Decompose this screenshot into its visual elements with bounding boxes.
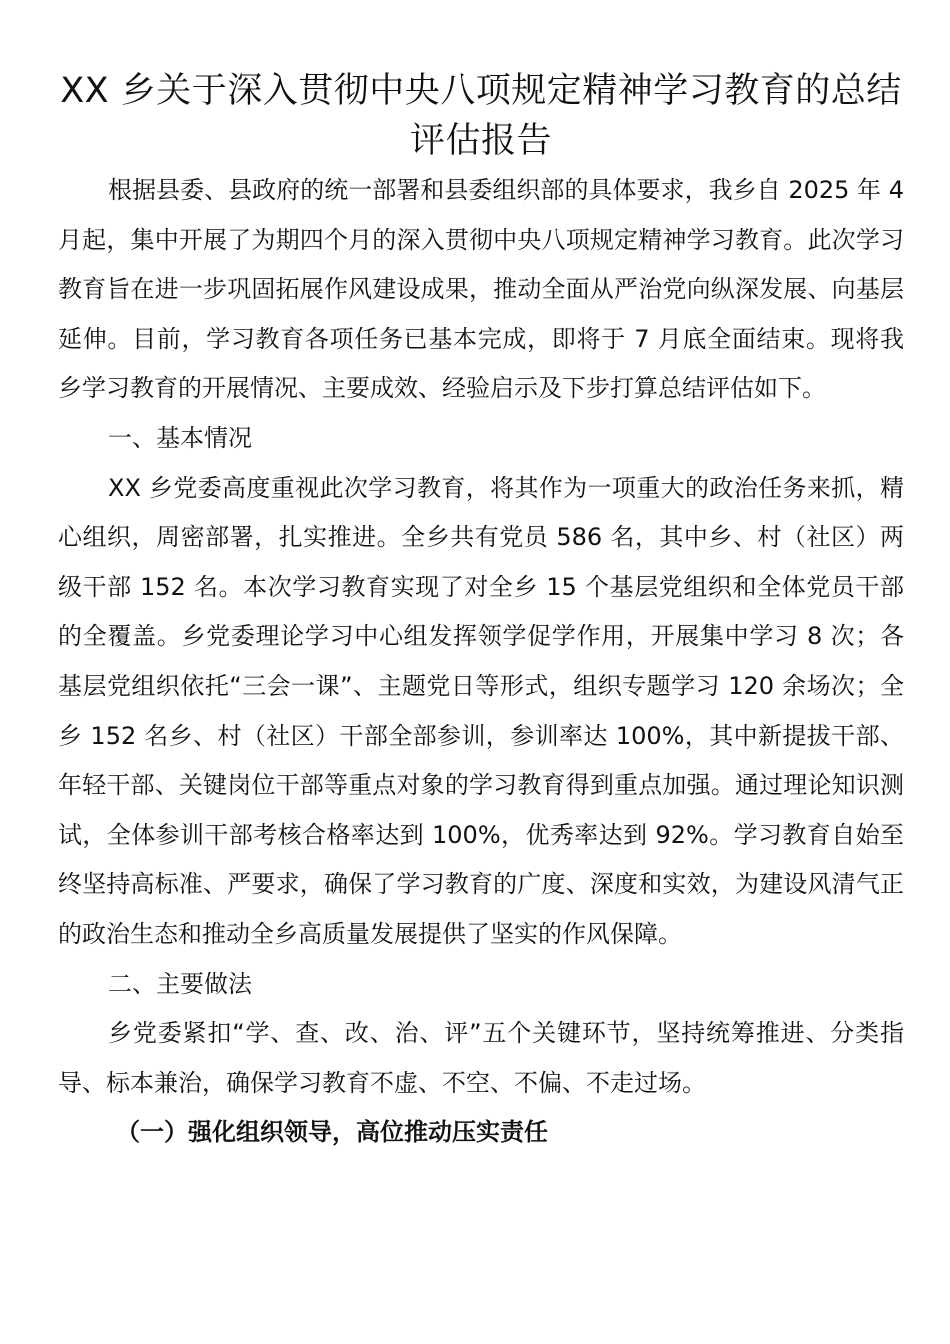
section-main-practices-body: 乡党委紧扣“学、查、改、治、评”五个关键环节，坚持统筹推进、分类指导、标本兼治，确保学习教育不虚、不空、不偏、不走过场。 [58, 1019, 904, 1097]
section-basic-situation-body: XX 乡党委高度重视此次学习教育，将其作为一项重大的政治任务来抓，精心组织，周密部署，扎实推进。全乡共有党员 586 名，其中乡、村（社区）两级干部 152 名。本次学习教育实现了对全乡 15 个基层党组织和全体党员干部的全覆盖。乡党委理论学习中心组发挥领学促学作用，开展集中学习 8 次；各基层党组织依托“三会一课”、主题党日等形式，组织专题学习 120 余场次；全乡 152 名乡、村（社区）干部全部参训，参训率达 100%，其中新提拔干部、年轻干部、关键岗位干部等重点对象的学习教育得到重点加强。通过理论知识测试，全体参训干部考核合格率达到 100%，优秀率达到 92%。学习教育自始至终坚持高标准、严要求，确保了学习教育的广度、深度和实效，为建设风清气正的政治生态和推动全乡高质量发展提供了坚实的作风保障。 [58, 473, 904, 948]
document-page [58, 66, 904, 1158]
section-heading-basic-situation: 一、基本情况 [108, 423, 252, 452]
document-title: XX 乡关于深入贯彻中央八项规定精神学习教育的总结评估报告 [60, 71, 902, 161]
section-heading-main-practices: 二、主要做法 [108, 969, 252, 998]
intro-paragraph: 根据县委、县政府的统一部署和县委组织部的具体要求，我乡自 2025 年 4 月起，集中开展了为期四个月的深入贯彻中央八项规定精神学习教育。此次学习教育旨在进一步巩固拓展作风建设成果，推动全面从严治党向纵深发展、向基层延伸。目前，学习教育各项任务已基本完成，即将于 7 月底全面结束。现将我乡学习教育的开展情况、主要成效、经验启示及下步打算总结评估如下。 [58, 176, 904, 403]
subsection-heading-organization: （一）强化组织领导，高位推动压实责任 [116, 1118, 548, 1147]
